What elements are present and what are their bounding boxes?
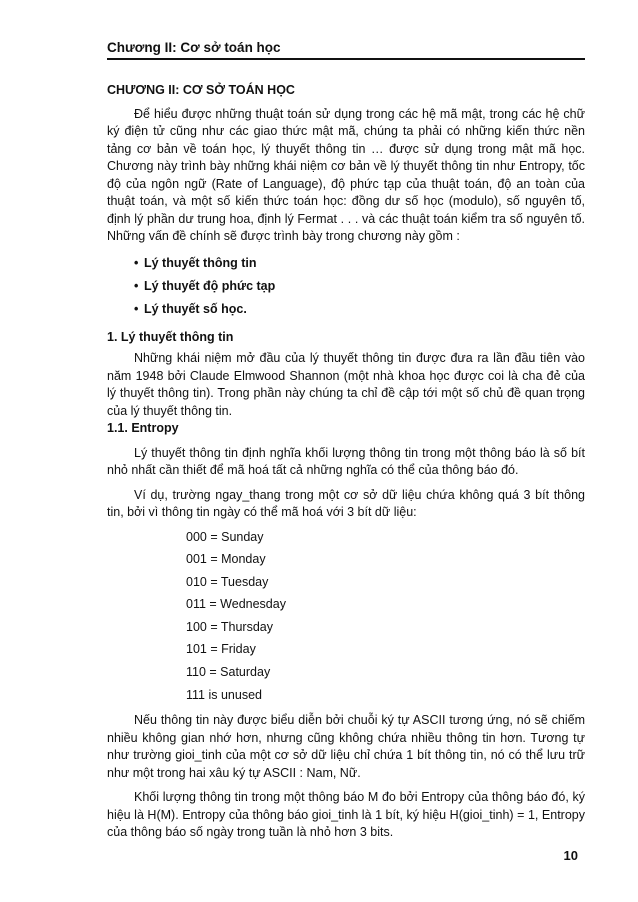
page-content	[107, 82, 585, 842]
list-item: 010 = Tuesday	[186, 574, 269, 589]
list-item: 100 = Thursday	[186, 619, 273, 634]
list-item: 101 = Friday	[186, 642, 256, 657]
list-item-label: Lý thuyết thông tin	[144, 255, 257, 270]
bullet-icon: •	[134, 255, 139, 270]
entropy-paragraph-2: Ví dụ, trường ngay_thang trong một cơ sở dữ liệu chứa không quá 3 bít thông tin, bởi vì thông tin ngày có thể mã hoá với 3 bít dữ liệu:	[107, 487, 585, 519]
section-heading: 1. Lý thuyết thông tin	[107, 329, 234, 344]
list-item	[134, 275, 585, 298]
intro-paragraph: Để hiểu được những thuật toán sử dụng trong các hệ mã mật, trong các hệ chữ ký điện tử cũng như các giao thức mật mã, chúng ta phải có những kiến thức nền tảng cơ bản về toán học, lý thuyết thông tin … được sử dụng trong mật mã học. Chương này trình bày những khái niệm cơ bản về lý thuyết thông tin như Entropy, tốc độ của ngôn ngữ (Rate of Language), độ phức tạp của thuật toán, độ an toàn của thuật toán, và một số kiến thức toán học: đồng dư số học (modulo), số nguyên tố, định lý phần dư trung hoa, định lý Fermat . . . và các thuật toán kiểm tra số nguyên tố. Những vấn đề chính sẽ được trình bày trong chương này gồm :	[107, 106, 585, 243]
list-item	[134, 252, 585, 275]
page-number: 10	[563, 848, 578, 863]
running-header: Chương II: Cơ sở toán học	[107, 40, 281, 55]
entropy-paragraph-1: Lý thuyết thông tin định nghĩa khối lượng thông tin trong một thông báo là số bít nhỏ nhất cần thiết để mã hoá tất cả những nghĩa có thể của thông báo đó.	[107, 445, 585, 477]
topic-list	[107, 252, 585, 321]
entropy-paragraph-3: Nếu thông tin này được biểu diễn bởi chuỗi ký tự ASCII tương ứng, nó sẽ chiếm nhiều không gian nhớ hơn, nhưng cũng không chứa nhiều thông tin hơn. Tương tự như trường gioi_tinh của một cơ sở dữ liệu chỉ chứa 1 bít thông tin, nó có thể lưu trữ như một trong hai xâu ký tự ASCII : Nam, Nữ.	[107, 713, 585, 780]
entropy-paragraph-4: Khối lượng thông tin trong một thông báo M đo bởi Entropy của thông báo đó, ký hiệu là H(M). Entropy của thông báo gioi_tinh là 1 bít, ký hiệu H(gioi_tinh) = 1, Entropy của thông báo số ngày trong tuần là nhỏ hơn 3 bits.	[107, 790, 585, 840]
bullet-icon: •	[134, 278, 139, 293]
section-paragraph: Những khái niệm mở đầu của lý thuyết thông tin được đưa ra lần đầu tiên vào năm 1948 bởi Claude Elmwood Shannon (một nhà khoa học được coi là cha đẻ của lý thuyết thông tin). Trong phần này chúng ta chỉ đề cập tới một số chủ đề quan trọng của lý thuyết thông tin.	[107, 351, 585, 418]
list-item: 001 = Monday	[186, 552, 266, 567]
list-item-label: Lý thuyết độ phức tạp	[144, 278, 276, 293]
list-item: 011 = Wednesday	[186, 597, 286, 612]
list-item: 000 = Sunday	[186, 529, 264, 544]
bullet-icon: •	[134, 301, 139, 316]
list-item	[134, 298, 585, 321]
chapter-title: CHƯƠNG II: CƠ SỞ TOÁN HỌC	[107, 83, 295, 97]
list-item-label: Lý thuyết số học.	[144, 301, 247, 316]
header-rule	[107, 58, 585, 60]
day-code-list	[107, 526, 585, 707]
subsection-heading: 1.1. Entropy	[107, 421, 179, 435]
list-item: 110 = Saturday	[186, 665, 271, 680]
list-item: 111 is unused	[186, 687, 262, 702]
